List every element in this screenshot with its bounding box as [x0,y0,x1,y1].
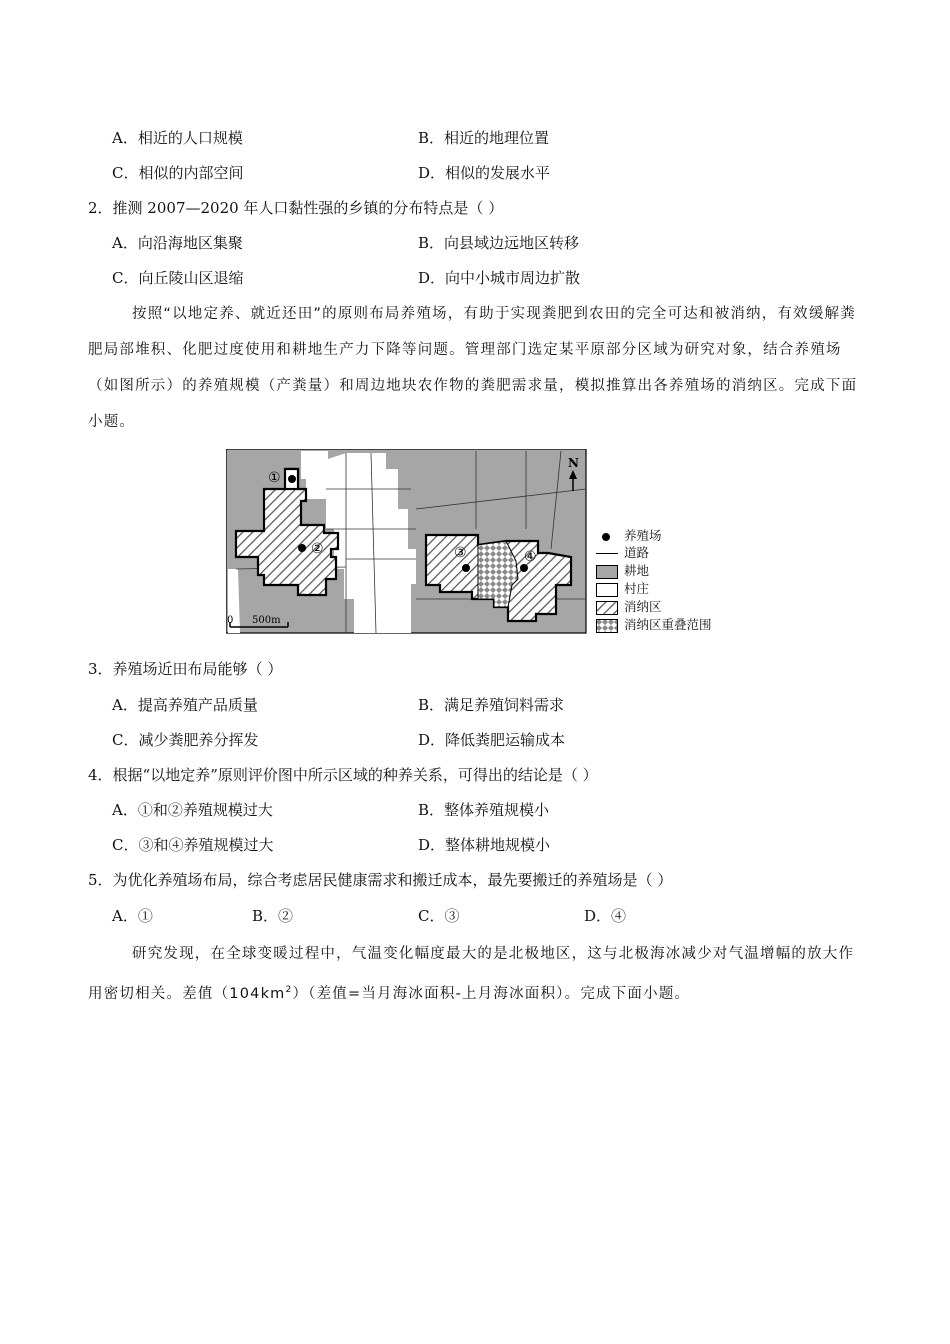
q2-option-d: D．向中小城市周边扩散 [418,269,581,287]
legend-farm-label: 养殖场 [624,528,662,543]
q4-option-b: B．整体养殖规模小 [418,801,550,819]
q5-option-d: D．④ [584,907,627,925]
map-graphic [226,449,588,635]
farm-3-dot [462,564,470,572]
legend-road-label: 道路 [624,545,650,560]
legend-farmland [596,564,649,579]
q2-stem: 2．推测 2007—2020 年人口黏性强的乡镇的分布特点是（ ） [88,199,504,217]
village-swatch-icon [596,583,618,597]
road-line-icon [596,553,618,554]
passage-arctic-sup: 2 [285,985,293,995]
farm-3-label: ③ [454,545,467,561]
q1-option-c: C．相似的内部空间 [112,164,244,182]
legend-village-label: 村庄 [624,581,650,596]
legend-overlap-zone [596,618,712,633]
q3-option-b: B．满足养殖饲料需求 [418,696,565,714]
q5-stem: 5．为优化养殖场布局，综合考虑居民健康需求和搬迁成本，最先要搬迁的养殖场是（ ） [88,871,673,889]
passage-farm-layout [88,296,858,440]
farm-4-label: ④ [524,549,537,565]
farm-1-label: ① [268,470,281,486]
passage-arctic-ice [88,936,858,1012]
farm-absorption-map [226,449,728,635]
farmland-swatch-icon [596,565,618,579]
passage-arctic-text-2: ）（差值=当月海冰面积-上月海冰面积）。完成下面小题。 [292,985,691,1002]
q4-option-a: A．①和②养殖规模过大 [112,801,273,819]
legend-absorption-zone [596,600,662,615]
q2-option-b: B．向县域边远地区转移 [418,234,580,252]
passage-farm-layout-text: 按照“以地定养、就近还田”的原则布局养殖场，有助于实现粪肥到农田的完全可达和被消纳，有效缓解粪肥局部堆积、化肥过度使用和耕地生产力下降等问题。管理部门选定某平原部分区域为研究对象，结合养殖场（如图所示）的养殖规模（产粪量）和周边地块农作物的粪肥需求量，模拟推算出各养殖场的消纳区。完成下面小题。 [88,306,858,430]
map-legend [596,529,728,635]
q3-stem: 3．养殖场近田布局能够（ ） [88,660,283,678]
q5-option-a: A．① [112,907,153,925]
q4-stem: 4．根据“以地定养”原则评价图中所示区域的种养关系，可得出的结论是（ ） [88,766,598,784]
q3-option-c: C．减少粪肥养分挥发 [112,731,259,749]
farm-1-dot [288,475,296,483]
farm-dot-icon [602,533,610,541]
q4-option-d: D．整体耕地规模小 [418,836,551,854]
farm-4-dot [520,564,528,572]
legend-village [596,582,649,597]
north-label: N [568,456,579,470]
q3-option-a: A．提高养殖产品质量 [112,696,258,714]
q1-option-b: B．相近的地理位置 [418,129,550,147]
farm-2-dot [298,544,306,552]
farm-2-label: ② [311,541,324,557]
absorption-swatch-icon [596,601,618,615]
q5-option-b: B．② [252,907,294,925]
passage-arctic-text-1: 研究发现，在全球变暖过程中，气温变化幅度最大的是北极地区，这与北极海冰减少对气温增幅的放大作用密切相关。差值（104km [88,946,855,1002]
q4-option-c: C．③和④养殖规模过大 [112,836,274,854]
legend-overlap-label: 消纳区重叠范围 [624,617,712,632]
legend-absorption-label: 消纳区 [624,599,662,614]
scale-label: 500m [252,615,281,626]
legend-farm [596,529,662,543]
q2-option-c: C．向丘陵山区退缩 [112,269,244,287]
legend-road [596,546,649,560]
q5-option-c: C．③ [418,907,460,925]
legend-farmland-label: 耕地 [624,563,650,578]
q2-option-a: A．向沿海地区集聚 [112,234,243,252]
overlap-swatch-icon [596,619,618,633]
q1-option-d: D．相似的发展水平 [418,164,551,182]
q1-option-a: A．相近的人口规模 [112,129,243,147]
scale-zero: 0 [227,615,234,626]
q3-option-d: D．降低粪肥运输成本 [418,731,566,749]
